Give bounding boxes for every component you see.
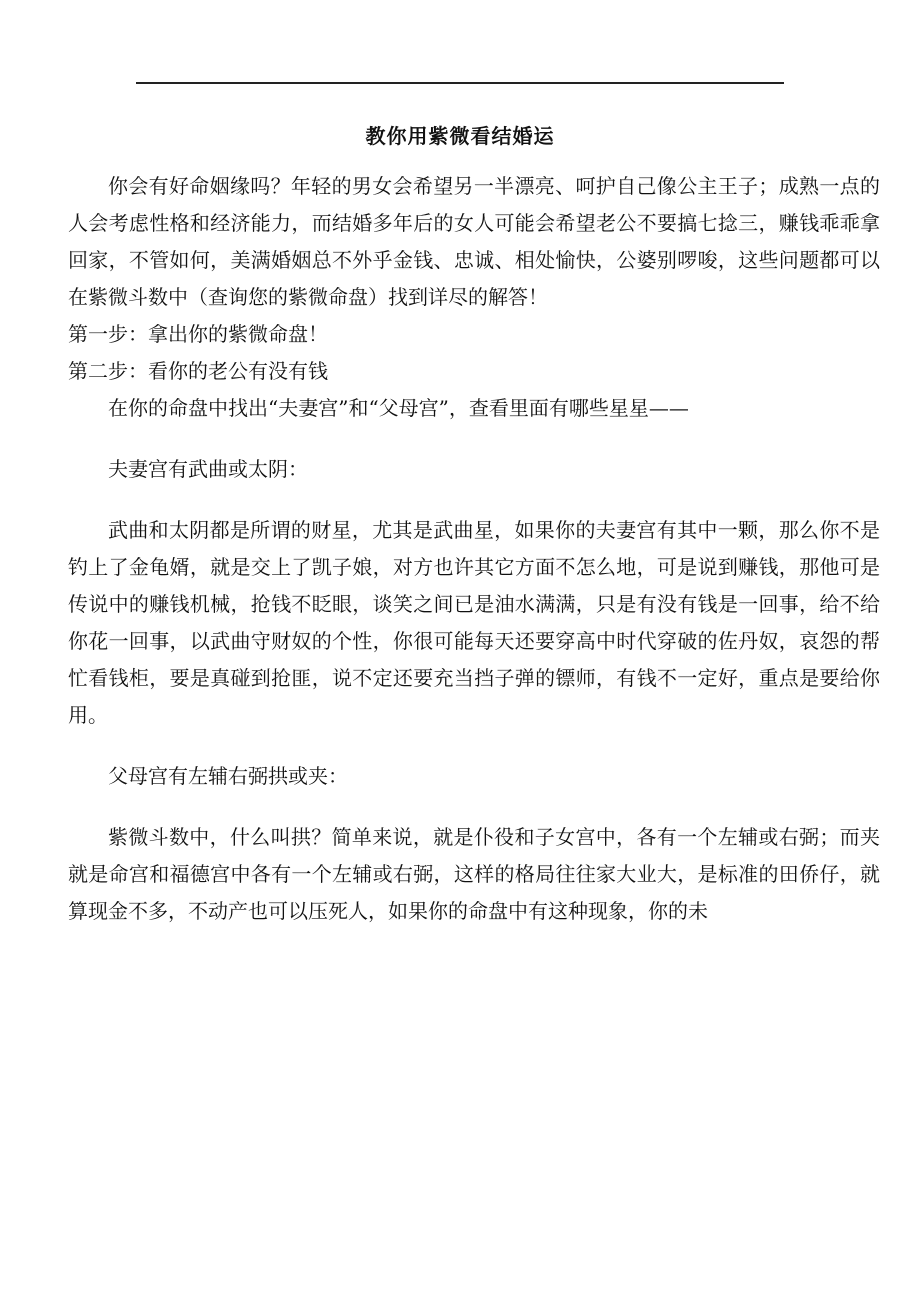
document-body (68, 168, 880, 930)
section2-body: 紫微斗数中，什么叫拱？简单来说，就是仆役和子女宫中，各有一个左辅或右弼；而夹就是命宫和福德宫中各有一个左辅或右弼，这样的格局往往家大业大，是标准的田侨仔，就算现金不多，不动产也可以压死人，如果你的命盘中有这种现象，你的未 (68, 825, 880, 923)
step-two: 第二步：看你的老公有没有钱 (68, 359, 328, 383)
section1-body: 武曲和太阴都是所谓的财星，尤其是武曲星，如果你的夫妻宫有其中一颗，那么你不是钓上了金龟婿，就是交上了凯子娘，对方也许其它方面不怎么地，可是说到赚钱，那他可是传说中的赚钱机械，抢钱不眨眼，谈笑之间已是油水满满，只是有没有钱是一回事，给不给你花一回事，以武曲守财奴的个性，你很可能每天还要穿高中时代穿破的佐丹奴，哀怨的帮忙看钱柜，要是真碰到抢匪，说不定还要充当挡子弹的镖师，有钱不一定好，重点是要给你用。 (68, 518, 880, 727)
section1-heading: 夫妻宫有武曲或太阴： (108, 457, 308, 481)
document-title: 教你用紫微看结婚运 (365, 124, 555, 148)
step-one: 第一步：拿出你的紫微命盘！ (68, 322, 328, 346)
header-rule (136, 82, 784, 84)
intro-paragraph: 你会有好命姻缘吗？年轻的男女会希望另一半漂亮、呵护自己像公主王子；成熟一点的人会考虑性格和经济能力，而结婚多年后的女人可能会希望老公不要搞七捻三，赚钱乖乖拿回家，不管如何，美满婚姻总不外乎金钱、忠诚、相处愉快，公婆别啰唆，这些问题都可以在紫微斗数中（查询您的紫微命盘）找到详尽的解答！ (68, 174, 880, 309)
find-stars-paragraph: 在你的命盘中找出“夫妻宫”和“父母宫”，查看里面有哪些星星—— (108, 396, 689, 420)
section2-heading: 父母宫有左辅右弼拱或夹： (108, 764, 348, 788)
